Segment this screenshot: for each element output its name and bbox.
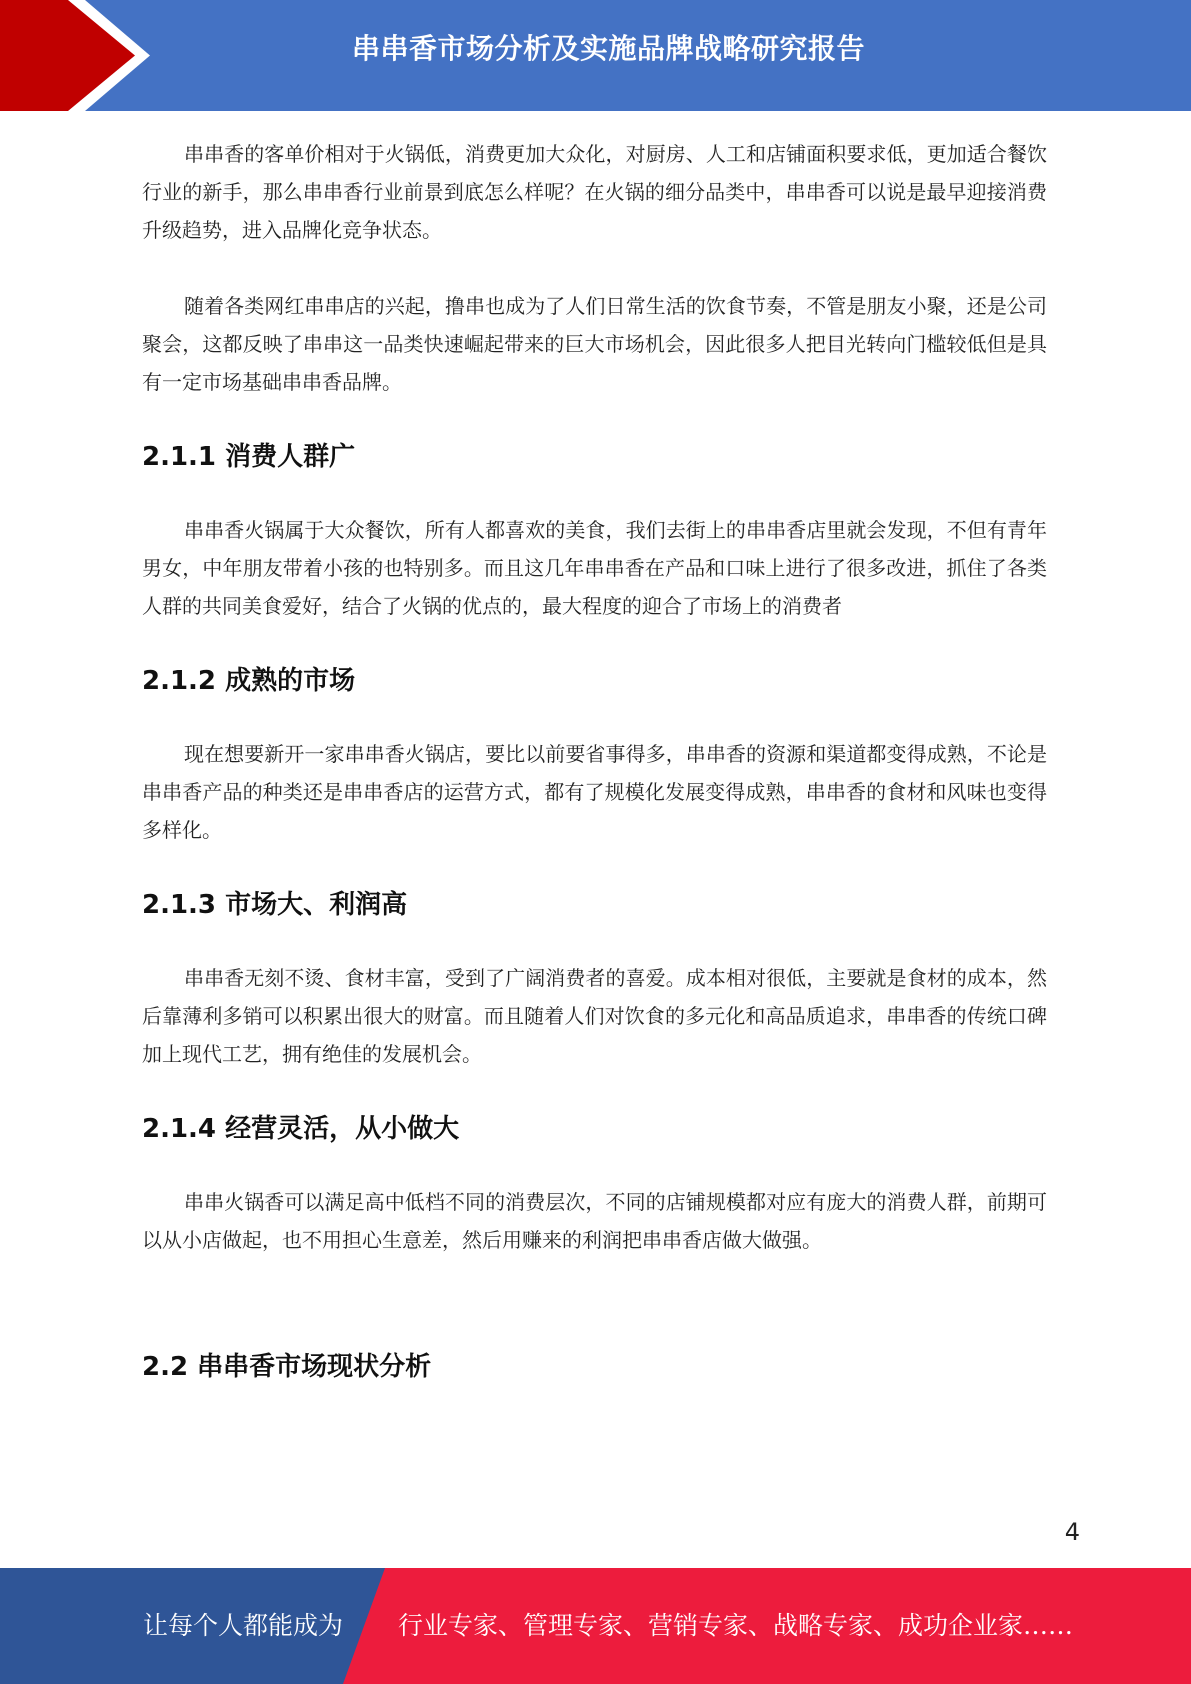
paragraph-2-1-4: 串串火锅香可以满足高中低档不同的消费层次，不同的店铺规模都对应有庞大的消费人群，前期可以从小店做起，也不用担心生意差，然后用赚来的利润把串串香店做大做强。 [142, 1190, 1047, 1252]
heading-2-1-3: 2.1.3 市场大、利润高 [142, 890, 408, 920]
document-title: 串串香市场分析及实施品牌战略研究报告 [351, 32, 865, 65]
heading-2-1-2: 2.1.2 成熟的市场 [142, 666, 356, 696]
paragraph-2-1-2: 现在想要新开一家串串香火锅店，要比以前要省事得多，串串香的资源和渠道都变得成熟，不论是串串香产品的种类还是串串香店的运营方式，都有了规模化发展变得成熟，串串香的食材和风味也变得多样化。 [142, 742, 1047, 842]
heading-2-1-1: 2.1.1 消费人群广 [142, 442, 356, 472]
page-header [0, 0, 1191, 111]
paragraph-2-1-3: 串串香无刻不烫、食材丰富，受到了广阔消费者的喜爱。成本相对很低，主要就是食材的成本，然后靠薄利多销可以积累出很大的财富。而且随着人们对饮食的多元化和高品质追求，串串香的传统口碑加上现代工艺，拥有绝佳的发展机会。 [142, 966, 1047, 1066]
page-footer [0, 1568, 1191, 1684]
paragraph-2-1-1: 串串香火锅属于大众餐饮，所有人都喜欢的美食，我们去街上的串串香店里就会发现，不但有青年男女，中年朋友带着小孩的也特别多。而且这几年串串香在产品和口味上进行了很多改进，抓住了各类人群的共同美食爱好，结合了火锅的优点的，最大程度的迎合了市场上的消费者 [142, 518, 1047, 618]
paragraph-intro-1: 串串香的客单价相对于火锅低，消费更加大众化，对厨房、人工和店铺面积要求低，更加适合餐饮行业的新手，那么串串香行业前景到底怎么样呢？在火锅的细分品类中，串串香可以说是最早迎接消费升级趋势，进入品牌化竞争状态。 [142, 142, 1047, 242]
heading-2-1-4: 2.1.4 经营灵活，从小做大 [142, 1114, 460, 1144]
page-number: 4 [1064, 1518, 1080, 1546]
paragraph-intro-2: 随着各类网红串串店的兴起，撸串也成为了人们日常生活的饮食节奏，不管是朋友小聚，还是公司聚会，这都反映了串串这一品类快速崛起带来的巨大市场机会，因此很多人把目光转向门槛较低但是具有一定市场基础串串香品牌。 [142, 294, 1047, 394]
heading-2-2: 2.2 串串香市场现状分析 [142, 1352, 432, 1382]
document-body [142, 135, 1047, 1385]
footer-slogan-lead: 让每个人都能成为 [143, 1611, 344, 1640]
footer-slogan-roles: 行业专家、管理专家、营销专家、战略专家、成功企业家…… [398, 1611, 1074, 1640]
